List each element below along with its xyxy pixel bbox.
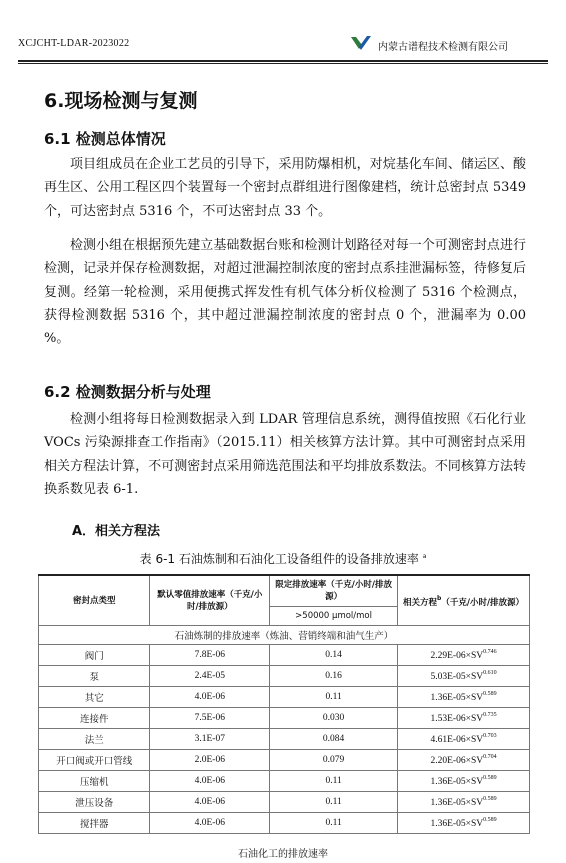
cell-correlation <box>398 645 530 666</box>
paragraph-overall-2: 检测小组在根据预先建立基础数据台账和检测计划路径对每一个可测密封点进行检测，记录并保存检测数据，对超过泄漏控制浓度的密封点系挂泄漏标签，待修复后复测。经第一轮检测，采用便携式挥发性有机气体分析仪检测了 5316 个检测点，获得检测数据 5316 个，其中超过泄漏控制浓度的密封点 0 个，泄漏率为 0.00 %。 <box>44 238 526 347</box>
cell-correlation <box>398 813 530 834</box>
header-default-rate: 默认零值排放速率（千克/小时/排放源） <box>150 575 270 626</box>
header-divider <box>18 60 548 62</box>
header-limit-rate: 限定排放速率（千克/小时/排放源） <box>270 575 398 607</box>
table-row <box>39 750 530 771</box>
table-row <box>39 729 530 750</box>
cell-limit-rate: 0.11 <box>270 813 398 834</box>
correlation-coefficient: 2.29E-06×SV <box>430 651 484 661</box>
paragraph-analysis: 检测小组将每日检测数据录入到 LDAR 管理信息系统，测得值按照《石化行业 VOCs 污染源排查工作指南》（2015.11）相关核算方法计算。其中可测密封点采用相关方程法计算，不可测密封点采用筛选范围法和平均排放系数法。不同核算方法转换系数见表 6-1. <box>44 412 526 497</box>
header-correlation-label: 相关方程 <box>403 597 438 608</box>
header-correlation-mark: b <box>437 594 442 602</box>
cell-seal-type: 其它 <box>39 687 150 708</box>
cell-seal-type: 搅拌器 <box>39 813 150 834</box>
correlation-exponent: 0.703 <box>483 733 497 739</box>
correlation-coefficient: 4.61E-06×SV <box>430 735 484 745</box>
cell-default-rate: 7.5E-06 <box>150 708 270 729</box>
table-row <box>39 687 530 708</box>
cell-default-rate: 4.0E-06 <box>150 687 270 708</box>
correlation-exponent: 0.589 <box>483 691 497 697</box>
cell-seal-type: 阀门 <box>39 645 150 666</box>
correlation-exponent: 0.589 <box>483 796 497 802</box>
subsection-title-6-2: 6.2 检测数据分析与处理 <box>44 383 211 401</box>
header-seal-type: 密封点类型 <box>39 575 150 626</box>
correlation-coefficient: 1.36E-05×SV <box>430 819 484 829</box>
table-row <box>39 708 530 729</box>
cell-default-rate: 7.8E-06 <box>150 645 270 666</box>
header-divider-thin <box>18 63 548 64</box>
cell-default-rate: 4.0E-06 <box>150 792 270 813</box>
cell-default-rate: 4.0E-06 <box>150 771 270 792</box>
table-row <box>39 645 530 666</box>
cell-correlation <box>398 750 530 771</box>
header-correlation-unit: （千克/小时/排放源） <box>441 597 525 608</box>
correlation-exponent: 0.735 <box>483 712 497 718</box>
cell-default-rate: 4.0E-06 <box>150 813 270 834</box>
correlation-coefficient: 5.03E-05×SV <box>430 672 484 682</box>
table-section-petrochemical: 石油化工的排放速率 <box>238 849 328 860</box>
correlation-exponent: 0.704 <box>483 754 497 760</box>
correlation-coefficient: 1.36E-05×SV <box>430 693 484 703</box>
correlation-exponent: 0.746 <box>483 649 497 655</box>
table-caption-mark: a <box>422 553 427 560</box>
cell-limit-rate: 0.11 <box>270 771 398 792</box>
correlation-coefficient: 1.53E-06×SV <box>430 714 484 724</box>
cell-seal-type: 泄压设备 <box>39 792 150 813</box>
correlation-exponent: 0.610 <box>483 670 497 676</box>
cell-correlation <box>398 729 530 750</box>
table-row <box>39 792 530 813</box>
correlation-exponent: 0.589 <box>483 817 497 823</box>
cell-correlation <box>398 666 530 687</box>
cell-seal-type: 开口阀或开口管线 <box>39 750 150 771</box>
cell-limit-rate: 0.11 <box>270 687 398 708</box>
table-row <box>39 666 530 687</box>
cell-correlation <box>398 708 530 729</box>
table-row <box>39 813 530 834</box>
section-title: 6.现场检测与复测 <box>44 90 198 112</box>
cell-default-rate: 2.4E-05 <box>150 666 270 687</box>
header-correlation <box>398 575 530 626</box>
cell-limit-rate: 0.030 <box>270 708 398 729</box>
cell-seal-type: 泵 <box>39 666 150 687</box>
paragraph-overall-1: 项目组成员在企业工艺员的引导下，采用防爆相机，对烷基化车间、储运区、酸再生区、公用工程区四个装置每一个密封点群组进行图像建档，统计总密封点 5349 个，可达密封点 5316 个，不可达密封点 33 个。 <box>44 157 526 219</box>
table-caption <box>0 550 566 567</box>
header-limit-threshold: >50000 μmol/mol <box>270 607 398 626</box>
company-logo-icon <box>350 34 372 52</box>
correlation-coefficient: 1.36E-05×SV <box>430 798 484 808</box>
company-name: 内蒙古谱程技术检测有限公司 <box>378 42 508 53</box>
table-row <box>39 771 530 792</box>
emission-rate-table <box>38 574 530 834</box>
cell-limit-rate: 0.084 <box>270 729 398 750</box>
method-a-heading: A．相关方程法 <box>72 524 161 539</box>
document-code: XCJCHT-LDAR-2023022 <box>18 38 130 49</box>
cell-limit-rate: 0.16 <box>270 666 398 687</box>
table-caption-text: 表 6-1 石油炼制和石油化工设备组件的设备排放速率 <box>139 552 419 566</box>
cell-default-rate: 3.1E-07 <box>150 729 270 750</box>
correlation-exponent: 0.589 <box>483 775 497 781</box>
correlation-coefficient: 1.36E-05×SV <box>430 777 484 787</box>
cell-correlation <box>398 771 530 792</box>
page-header <box>0 0 566 62</box>
cell-limit-rate: 0.11 <box>270 792 398 813</box>
cell-seal-type: 连接件 <box>39 708 150 729</box>
cell-default-rate: 2.0E-06 <box>150 750 270 771</box>
cell-limit-rate: 0.079 <box>270 750 398 771</box>
cell-correlation <box>398 792 530 813</box>
cell-seal-type: 压缩机 <box>39 771 150 792</box>
cell-limit-rate: 0.14 <box>270 645 398 666</box>
subsection-title-6-1: 6.1 检测总体情况 <box>44 130 166 148</box>
correlation-coefficient: 2.20E-06×SV <box>430 756 484 766</box>
cell-seal-type: 法兰 <box>39 729 150 750</box>
table-section-refining: 石油炼制的排放速率（炼油、营销终端和油气生产） <box>39 626 530 645</box>
cell-correlation <box>398 687 530 708</box>
